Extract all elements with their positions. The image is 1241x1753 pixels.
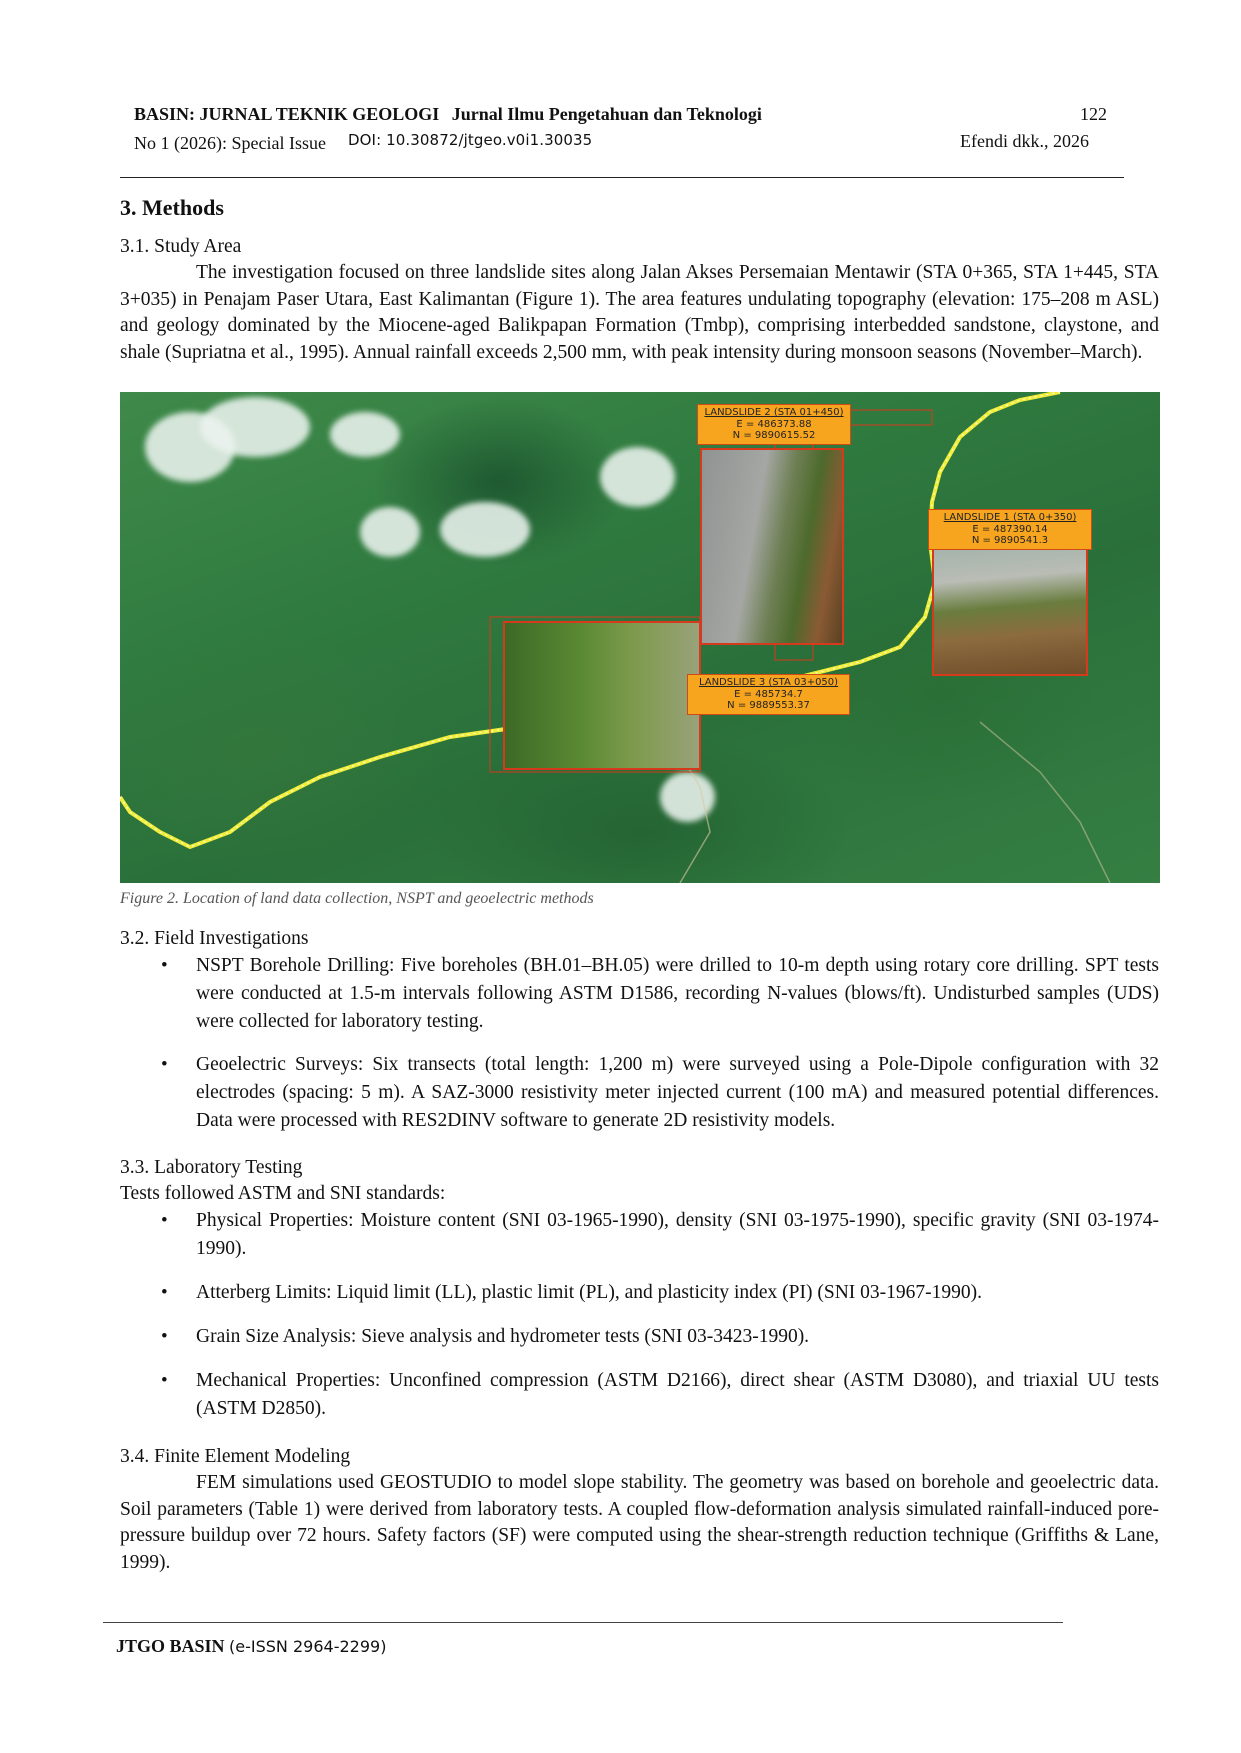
issue-info: No 1 (2026): Special Issue [134, 133, 326, 153]
laboratory-tests-list [120, 1207, 1159, 1423]
bullet-icon: • [161, 1326, 168, 1347]
journal-subtitle: Jurnal Ilmu Pengetahuan dan Teknologi [451, 104, 762, 124]
landslide-label-title: LANDSLIDE 1 (STA 0+350) [943, 512, 1077, 523]
landslide-label-title: LANDSLIDE 3 (STA 03+050) [698, 677, 839, 688]
header-divider [120, 177, 1124, 178]
location-map-figure [120, 392, 1160, 883]
landslide-1-photo [932, 537, 1088, 676]
journal-name: BASIN: JURNAL TEKNIK GEOLOGI [134, 104, 440, 124]
journal-title [134, 104, 762, 125]
side-track [980, 722, 1110, 883]
landslide-2-label [697, 404, 851, 445]
list-item-text: Mechanical Properties: Unconfined compression (ASTM D2166), direct shear (ASTM D3080), and triaxial UU tests (ASTM D2850). [196, 1370, 1159, 1419]
subsection-title-laboratory-testing: 3.3. Laboratory Testing [120, 1157, 303, 1178]
landslide-2-photo [700, 448, 844, 645]
subsection-title-study-area: 3.1. Study Area [120, 236, 242, 257]
bullet-icon: • [161, 1054, 168, 1075]
subsection-title-field-investigations: 3.2. Field Investigations [120, 928, 309, 949]
field-investigations-list [120, 952, 1159, 1135]
list-item [120, 1051, 1159, 1135]
list-item-text: Physical Properties: Moisture content (SNI 03-1965-1990), density (SNI 03-1975-1990), specific gravity (SNI 03-1974-1990). [196, 1210, 1159, 1259]
list-item [120, 952, 1159, 1036]
landslide-easting: E = 486373.88 [736, 418, 812, 430]
landslide-easting: E = 485734.7 [734, 688, 803, 700]
figure-caption: Figure 2. Location of land data collection, NSPT and geoelectric methods [120, 890, 594, 907]
laboratory-intro: Tests followed ASTM and SNI standards: [120, 1183, 446, 1204]
landslide-northing: N = 9890615.52 [732, 430, 816, 441]
list-item [120, 1367, 1159, 1423]
footer-issn: (e-ISSN 2964-2299) [229, 1637, 387, 1656]
subsection-title-finite-element-modeling: 3.4. Finite Element Modeling [120, 1446, 351, 1467]
author-citation: Efendi dkk., 2026 [960, 131, 1089, 151]
study-area-paragraph: The investigation focused on three landslide sites along Jalan Akses Persemaian Mentawir (STA 0+365, STA 1+445, STA 3+035) in Penajam Paser Utara, East Kalimantan (Figure 1). The area features undulating topography (elevation: 175–208 m ASL) and geology dominated by the Miocene-aged Balikpapan Formation (Tmbp), comprising interbedded sandstone, claystone, and shale (Supriatna et al., 1995). Annual rainfall exceeds 2,500 mm, with peak intensity during monsoon seasons (November–March). [120, 262, 1159, 363]
list-item [120, 1279, 1159, 1307]
finite-element-paragraph: FEM simulations used GEOSTUDIO to model slope stability. The geometry was based on borehole and geoelectric data. Soil parameters (Table 1) were derived from laboratory tests. A coupled flow-deformation analysis simulated rainfall-induced pore-pressure buildup over 72 hours. Safety factors (SF) were computed using the shear-strength reduction technique (Griffiths & Lane, 1999). [120, 1472, 1159, 1573]
list-item-text: Grain Size Analysis: Sieve analysis and hydrometer tests (SNI 03-3423-1990). [196, 1326, 810, 1347]
list-item [120, 1207, 1159, 1263]
landslide-3-photo [503, 621, 701, 770]
footer [116, 1636, 386, 1657]
list-item [120, 1323, 1159, 1351]
landslide-label-title: LANDSLIDE 2 (STA 01+450) [704, 407, 844, 418]
bullet-icon: • [161, 955, 168, 976]
landslide-easting: E = 487390.14 [972, 523, 1048, 535]
landslide-1-label [928, 509, 1092, 550]
access-road [120, 392, 1060, 847]
landslide-3-label [687, 674, 850, 715]
landslide-northing: N = 9889553.37 [727, 700, 810, 711]
bullet-icon: • [161, 1210, 168, 1231]
doi-link[interactable]: DOI: 10.30872/jtgeo.v0i1.30035 [348, 131, 593, 149]
list-item-text: Atterberg Limits: Liquid limit (LL), plastic limit (PL), and plasticity index (PI) (SNI 03-1967-1990). [196, 1282, 983, 1303]
footer-journal: JTGO BASIN [116, 1636, 225, 1656]
list-item-text: NSPT Borehole Drilling: Five boreholes (BH.01–BH.05) were drilled to 10-m depth using rotary core drilling. SPT tests were conducted at 1.5-m intervals following ASTM D1586, recording N-values (blows/ft). Undisturbed samples (UDS) were collected for laboratory testing. [196, 955, 1159, 1032]
landslide-northing: N = 9890541.3 [971, 535, 1049, 546]
section-title: 3. Methods [120, 195, 224, 220]
page-number: 122 [1080, 104, 1107, 124]
bullet-icon: • [161, 1370, 168, 1391]
list-item-text: Geoelectric Surveys: Six transects (total length: 1,200 m) were surveyed using a Pole-Dipole configuration with 32 electrodes (spacing: 5 m). A SAZ-3000 resistivity meter injected current (100 mA) and measured potential differences. Data were processed with RES2DINV software to generate 2D resistivity models. [196, 1054, 1159, 1131]
access-road-edge [120, 392, 1060, 847]
bullet-icon: • [161, 1282, 168, 1303]
footer-divider [103, 1622, 1063, 1623]
